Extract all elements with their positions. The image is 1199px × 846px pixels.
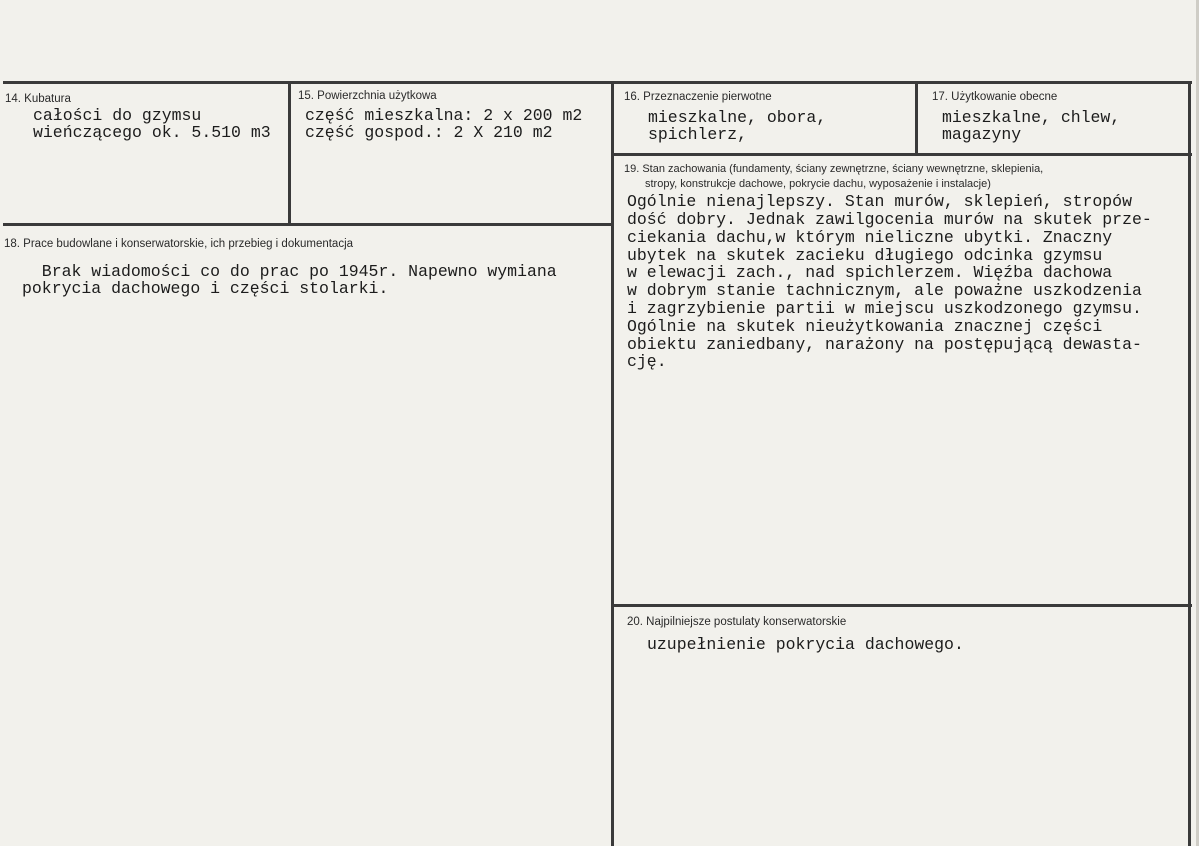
section-18-label: 18. Prace budowlane i konserwatorskie, ich przebieg i dokumentacja <box>4 238 354 250</box>
section-16-line-1: mieszkalne, obora, <box>648 108 827 127</box>
divider-below-row1-left <box>3 223 613 226</box>
section-17-line-2: magazyny <box>942 125 1022 144</box>
divider-16-17 <box>915 81 918 156</box>
section-19-line-2: dość dobry. Jednak zawilgocenia murów na skutek prze- <box>627 210 1152 229</box>
section-14-line-1: całości do gzymsu <box>33 106 202 125</box>
section-19-line-10: cję. <box>627 352 667 371</box>
divider-above-section-20 <box>613 604 1192 607</box>
section-19-line-7: i zagrzybienie partii w miejscu uszkodzonego gzymsu. <box>627 299 1142 318</box>
section-15-line-2: część gospod.: 2 X 210 m2 <box>305 123 553 142</box>
section-15-label: 15. Powierzchnia użytkowa <box>298 90 437 102</box>
section-19-line-1: Ogólnie nienajlepszy. Stan murów, sklepień, stropów <box>627 192 1132 211</box>
section-19-label-line-1: 19. Stan zachowania (fundamenty, ściany zewnętrzne, ściany wewnętrzne, sklepienia, <box>624 163 1044 175</box>
top-border-line <box>3 81 1192 84</box>
divider-14-15 <box>288 81 291 226</box>
section-19-line-9: obiektu zaniedbany, narażony na postępującą dewasta- <box>627 335 1142 354</box>
section-19-line-5: w elewacji zach., nad spichlerzem. Więźba dachowa <box>627 263 1113 282</box>
section-19-line-8: Ogólnie na skutek nieużytkowania znacznej części <box>627 317 1103 336</box>
divider-below-row1-right <box>613 153 1192 156</box>
section-17-line-1: mieszkalne, chlew, <box>942 108 1121 127</box>
section-14-label: 14. Kubatura <box>5 93 71 105</box>
section-20-label: 20. Najpilniejsze postulaty konserwatorskie <box>627 616 847 628</box>
section-15-line-1: część mieszkalna: 2 x 200 m2 <box>305 106 583 125</box>
section-18-line-2: pokrycia dachowego i części stolarki. <box>22 279 389 298</box>
section-17-label: 17. Użytkowanie obecne <box>932 91 1058 103</box>
section-20-line-1: uzupełnienie pokrycia dachowego. <box>647 635 964 654</box>
section-16-label: 16. Przeznaczenie pierwotne <box>624 91 772 103</box>
section-14-line-2: wieńczącego ok. 5.510 m3 <box>33 123 271 142</box>
divider-left-right <box>611 81 614 846</box>
section-18-line-1: Brak wiadomości co do prac po 1945r. Napewno wymiana <box>22 262 557 281</box>
section-19-line-6: w dobrym stanie tachnicznym, ale poważne uszkodzenia <box>627 281 1142 300</box>
right-border-line <box>1188 81 1191 846</box>
section-16-line-2: spichlerz, <box>648 125 748 144</box>
section-19-line-3: ciekania dachu,w którym nieliczne ubytki. Znaczny <box>627 228 1113 247</box>
section-19-label-line-2: stropy, konstrukcje dachowe, pokrycie dachu, wyposażenie i instalacje) <box>645 178 991 190</box>
section-19-line-4: ubytek na skutek zacieku długiego odcinka gzymsu <box>627 246 1103 265</box>
